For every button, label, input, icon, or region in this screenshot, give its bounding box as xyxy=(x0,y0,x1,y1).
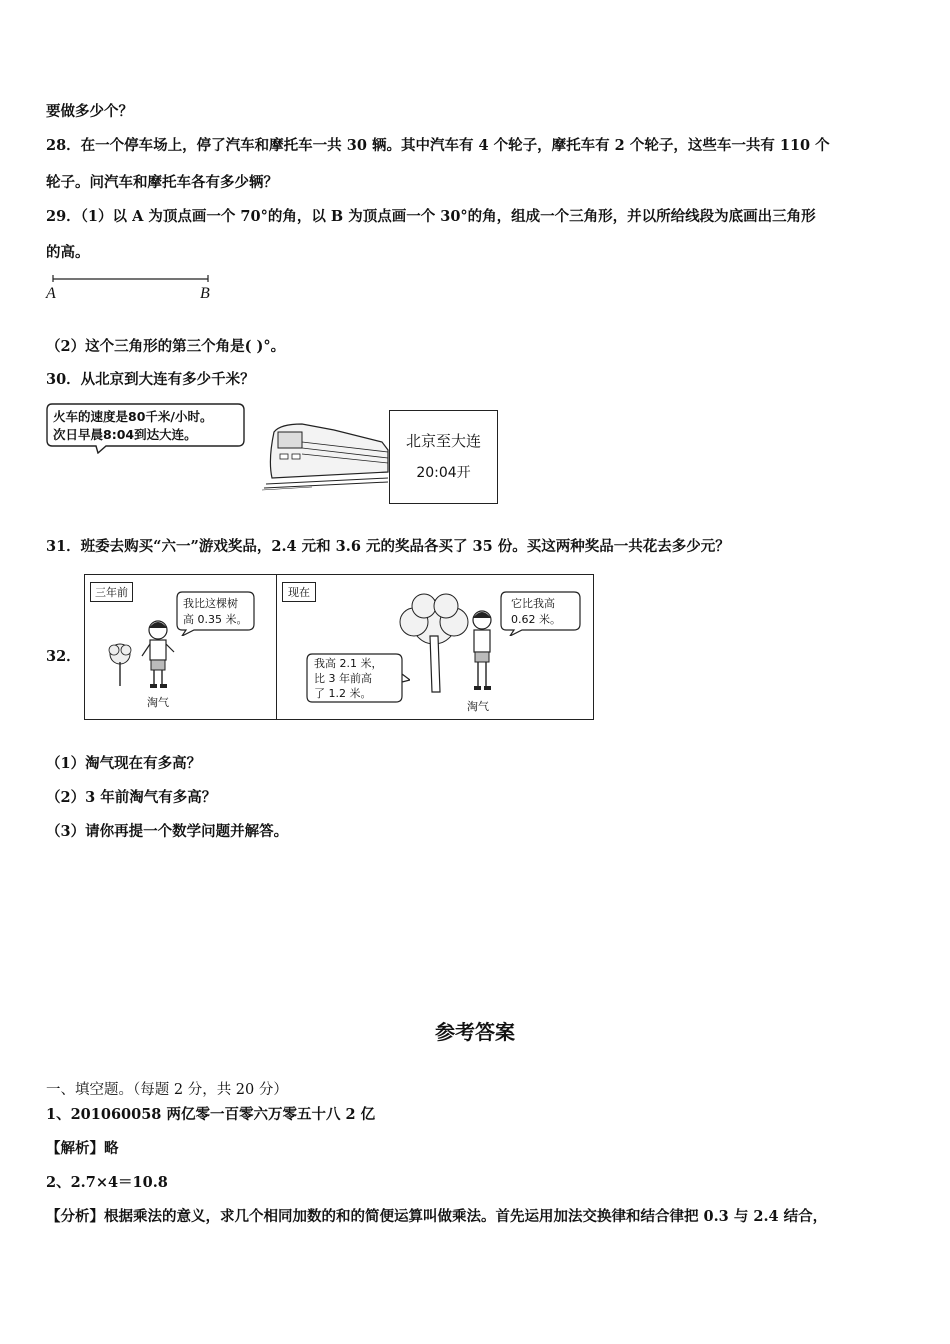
answers-section: 一、填空题。（每题 2 分，共 20 分） xyxy=(46,1082,288,1098)
kid-bubble-line3: 了 1.2 米。 xyxy=(314,687,372,700)
answer-2-analysis: 【分析】根据乘法的意义，求几个相同加数的和的简便运算叫做乘法。首先运用加法交换律和结合律把 0.3 与 2.4 结合， xyxy=(46,1208,828,1225)
q28-line1: 28．在一个停车场上，停了汽车和摩托车一共 30 辆。其中汽车有 4 个轮子，摩托车有 2 个轮子，这些车一共有 110 个 xyxy=(46,137,830,154)
right-bubble-line1: 它比我高 xyxy=(511,597,555,610)
q29-line1: 29．（1）以 A 为顶点画一个 70°的角，以 B 为顶点画一个 30°的角，组成一个三角形，并以所给线段为底画出三角形 xyxy=(46,208,816,225)
sign-line1: 北京至大连 xyxy=(405,432,481,450)
right-bubble-line2: 0.62 米。 xyxy=(511,613,561,626)
small-tree-and-kid xyxy=(100,612,180,692)
left-bubble-line2: 高 0.35 米。 xyxy=(183,613,248,626)
point-a-label: A xyxy=(46,285,56,302)
big-tree-and-kid xyxy=(394,592,584,698)
answer-2: 2、2.7×4＝10.8 xyxy=(46,1174,168,1191)
sign-line2: 20:04开 xyxy=(416,465,471,481)
q31-text: 31．班委去购买“六一”游戏奖品，2.4 元和 3.6 元的奖品各买了 35 份。买这两种奖品一共花去多少元？ xyxy=(46,538,730,555)
left-kid-name: 淘气 xyxy=(147,696,169,709)
point-b-label: B xyxy=(200,285,210,302)
q32-sub2: （2）3 年前淘气有多高？ xyxy=(46,789,217,806)
q32-sub3: （3）请你再提一个数学问题并解答。 xyxy=(46,823,289,840)
answer-1: 1、201060058 两亿零一百零六万零五十八 2 亿 xyxy=(46,1106,376,1123)
label-now: 现在 xyxy=(282,582,316,602)
kid-bubble-line2: 比 3 年前高 xyxy=(314,672,372,685)
q29-line2: 的高。 xyxy=(46,244,90,261)
q32-number: 32． xyxy=(46,648,81,665)
kid-bubble-line1: 我高 2.1 米， xyxy=(314,657,383,670)
q32-sub1: （1）淘气现在有多高？ xyxy=(46,755,202,772)
right-kid-name: 淘气 xyxy=(467,700,489,713)
q28-line2: 轮子。问汽车和摩托车各有多少辆？ xyxy=(46,174,278,191)
q30-text: 30．从北京到大连有多少千米？ xyxy=(46,371,255,388)
left-bubble-line1: 我比这棵树 xyxy=(183,597,238,610)
answer-1-analysis: 【解析】略 xyxy=(46,1140,119,1157)
answers-title: 参考答案 xyxy=(435,1020,515,1044)
bubble-line2: 次日早晨8:04到达大连。 xyxy=(53,427,197,442)
train-illustration xyxy=(262,420,392,492)
label-three-years-ago: 三年前 xyxy=(90,582,133,602)
bubble-line1: 火车的速度是80千米/小时。 xyxy=(53,409,213,424)
departure-sign xyxy=(389,410,498,504)
q27-tail: 要做多少个？ xyxy=(46,103,133,120)
q29-part2: （2）这个三角形的第三个角是( )°。 xyxy=(46,338,286,355)
segment-ab xyxy=(50,272,215,286)
